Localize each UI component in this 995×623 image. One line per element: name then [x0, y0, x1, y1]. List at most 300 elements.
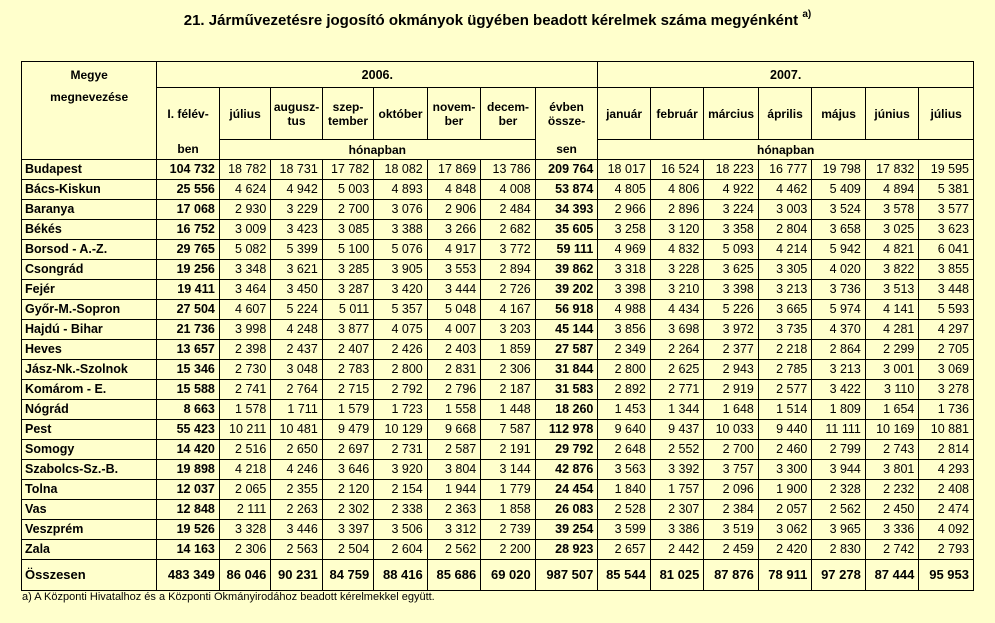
month-2007-value: 16 524	[650, 160, 704, 180]
month-2007-value: 5 974	[812, 300, 866, 320]
annual-header-line1: évben	[549, 99, 584, 114]
month-2007-value: 3 856	[598, 320, 650, 340]
month-2007-value: 4 214	[758, 240, 812, 260]
month-2007-value: 3 336	[865, 520, 919, 540]
month-2006-value: 2 764	[271, 380, 322, 400]
month-2007-value: 3 386	[650, 520, 704, 540]
total-row	[22, 560, 974, 591]
month-2007-value: 4 832	[650, 240, 704, 260]
annual-value: 31 583	[535, 380, 598, 400]
h1-value: 19 898	[157, 460, 220, 480]
month-2006-value: 2 111	[219, 500, 270, 520]
month-2007-value: 17 832	[865, 160, 919, 180]
table-row	[22, 420, 974, 440]
month-2007-value: 1 809	[812, 400, 866, 420]
month-2006-value: 2 792	[374, 380, 428, 400]
annual-value: 35 605	[535, 220, 598, 240]
month-2006-value: 3 203	[481, 320, 536, 340]
month-2006-value: 9 668	[427, 420, 481, 440]
month-2007-value: 2 830	[812, 540, 866, 560]
month-2006-value: 13 786	[481, 160, 536, 180]
month-2007-value: 2 943	[704, 360, 759, 380]
month-2007-value: 3 062	[758, 520, 812, 540]
month-2007-value: 2 408	[919, 480, 974, 500]
month-2007-value: 3 120	[650, 220, 704, 240]
month-2007-value: 78 911	[758, 560, 812, 591]
month-2006-value: 2 783	[322, 360, 373, 380]
month-2007-value: 9 440	[758, 420, 812, 440]
month-2006-value: 17 869	[427, 160, 481, 180]
year-2007-header: 2007.	[598, 62, 974, 88]
county-name: Fejér	[22, 280, 157, 300]
month-2006-value: 2 562	[427, 540, 481, 560]
data-table	[21, 61, 974, 591]
month-2006-value: 2 154	[374, 480, 428, 500]
month-2007-value: 1 840	[598, 480, 650, 500]
month-2006-value: 3 076	[374, 200, 428, 220]
month-header-2007: február	[650, 88, 704, 140]
month-2007-value: 2 864	[812, 340, 866, 360]
table-row	[22, 180, 974, 200]
month-2007-value: 2 384	[704, 500, 759, 520]
month-2006-value: 2 302	[322, 500, 373, 520]
h1-value: 14 163	[157, 540, 220, 560]
month-2006-value: 18 782	[219, 160, 270, 180]
county-name: Somogy	[22, 440, 157, 460]
month-2007-value: 4 969	[598, 240, 650, 260]
month-header-line: tember	[328, 113, 369, 128]
month-2007-value: 81 025	[650, 560, 704, 591]
month-2006-value: 3 450	[271, 280, 322, 300]
h1-value: 19 526	[157, 520, 220, 540]
month-2007-value: 3 258	[598, 220, 650, 240]
month-2006-value: 88 416	[374, 560, 428, 591]
month-2006-value: 5 076	[374, 240, 428, 260]
month-2007-value: 1 900	[758, 480, 812, 500]
month-2006-value: 3 048	[271, 360, 322, 380]
month-2007-value: 3 822	[865, 260, 919, 280]
month-2007-value: 3 513	[865, 280, 919, 300]
month-header-2006	[481, 88, 536, 140]
county-name: Baranya	[22, 200, 157, 220]
month-2007-value: 3 757	[704, 460, 759, 480]
month-2007-value: 4 370	[812, 320, 866, 340]
month-2006-value: 2 796	[427, 380, 481, 400]
month-header-line: ber	[444, 113, 464, 128]
county-name: Heves	[22, 340, 157, 360]
month-2006-value: 5 048	[427, 300, 481, 320]
month-2007-value: 2 800	[598, 360, 650, 380]
table-body	[22, 160, 974, 591]
month-2006-value: 1 723	[374, 400, 428, 420]
month-2007-value: 2 232	[865, 480, 919, 500]
annual-value: 24 454	[535, 480, 598, 500]
year-2006-header: 2006.	[157, 62, 598, 88]
month-2006-value: 3 287	[322, 280, 373, 300]
month-2006-value: 1 859	[481, 340, 536, 360]
h1-value: 27 504	[157, 300, 220, 320]
month-2007-value: 3 300	[758, 460, 812, 480]
month-header-2007: június	[865, 88, 919, 140]
table-row	[22, 260, 974, 280]
month-2006-value: 3 905	[374, 260, 428, 280]
month-2007-value: 1 654	[865, 400, 919, 420]
month-2007-value: 3 658	[812, 220, 866, 240]
month-header-line: tus	[287, 113, 306, 128]
month-2006-value: 3 285	[322, 260, 373, 280]
month-2007-value: 3 001	[865, 360, 919, 380]
month-2006-value: 2 484	[481, 200, 536, 220]
month-2006-value: 5 003	[322, 180, 373, 200]
month-2007-value: 19 595	[919, 160, 974, 180]
month-2006-value: 4 075	[374, 320, 428, 340]
month-2007-value: 2 896	[650, 200, 704, 220]
month-2007-value: 1 514	[758, 400, 812, 420]
month-2007-value: 9 640	[598, 420, 650, 440]
month-2007-value: 2 420	[758, 540, 812, 560]
month-2007-value: 2 459	[704, 540, 759, 560]
month-2007-value: 3 422	[812, 380, 866, 400]
month-2006-value: 3 423	[271, 220, 322, 240]
annual-value: 39 862	[535, 260, 598, 280]
month-2007-value: 2 552	[650, 440, 704, 460]
table-row	[22, 460, 974, 480]
month-2006-value: 2 831	[427, 360, 481, 380]
month-2006-value: 4 893	[374, 180, 428, 200]
month-2006-value: 1 779	[481, 480, 536, 500]
month-2007-value: 3 305	[758, 260, 812, 280]
annual-value: 28 923	[535, 540, 598, 560]
month-2006-value: 3 553	[427, 260, 481, 280]
table-row	[22, 280, 974, 300]
month-2006-value: 18 082	[374, 160, 428, 180]
month-2007-value: 3 448	[919, 280, 974, 300]
month-2007-value: 16 777	[758, 160, 812, 180]
month-2006-value: 4 218	[219, 460, 270, 480]
month-2007-value: 87 876	[704, 560, 759, 591]
month-2006-value: 2 363	[427, 500, 481, 520]
county-header-line2: megnevezése	[50, 89, 129, 104]
month-header-2006	[271, 88, 322, 140]
month-2006-value: 3 328	[219, 520, 270, 540]
month-2007-value: 2 657	[598, 540, 650, 560]
month-2006-value: 7 587	[481, 420, 536, 440]
month-2006-value: 3 446	[271, 520, 322, 540]
month-2007-value: 3 801	[865, 460, 919, 480]
month-2007-value: 3 736	[812, 280, 866, 300]
month-2007-value: 4 020	[812, 260, 866, 280]
table-row	[22, 200, 974, 220]
month-2007-value: 2 057	[758, 500, 812, 520]
county-name: Győr-M.-Sopron	[22, 300, 157, 320]
month-2006-value: 1 711	[271, 400, 322, 420]
month-2007-value: 95 953	[919, 560, 974, 591]
h1-header-cont: ben	[157, 140, 220, 160]
month-2007-value: 1 648	[704, 400, 759, 420]
month-2006-value: 3 312	[427, 520, 481, 540]
month-2007-value: 3 524	[812, 200, 866, 220]
county-header-cell-3	[22, 140, 157, 160]
month-2006-value: 10 481	[271, 420, 322, 440]
month-2007-value: 4 821	[865, 240, 919, 260]
month-2007-value: 2 377	[704, 340, 759, 360]
month-2006-value: 1 558	[427, 400, 481, 420]
month-2006-value: 4 917	[427, 240, 481, 260]
month-2006-value: 2 700	[322, 200, 373, 220]
annual-value: 26 083	[535, 500, 598, 520]
table-row	[22, 360, 974, 380]
h1-value: 8 663	[157, 400, 220, 420]
h1-value: 21 736	[157, 320, 220, 340]
month-2007-value: 11 111	[812, 420, 866, 440]
h1-value: 12 037	[157, 480, 220, 500]
month-2007-value: 18 017	[598, 160, 650, 180]
month-2006-value: 2 306	[481, 360, 536, 380]
month-2006-value: 4 624	[219, 180, 270, 200]
month-2006-value: 3 621	[271, 260, 322, 280]
month-2007-value: 1 453	[598, 400, 650, 420]
month-2006-value: 2 906	[427, 200, 481, 220]
month-2006-value: 10 211	[219, 420, 270, 440]
month-header-2006	[427, 88, 481, 140]
month-2006-value: 2 650	[271, 440, 322, 460]
month-2007-value: 5 409	[812, 180, 866, 200]
county-name: Vas	[22, 500, 157, 520]
month-2006-value: 3 229	[271, 200, 322, 220]
month-2006-value: 2 065	[219, 480, 270, 500]
month-2007-value: 3 698	[650, 320, 704, 340]
h1-value: 12 848	[157, 500, 220, 520]
month-2007-value: 2 264	[650, 340, 704, 360]
month-2007-value: 1 736	[919, 400, 974, 420]
month-2007-value: 2 648	[598, 440, 650, 460]
month-2007-value: 4 092	[919, 520, 974, 540]
month-2006-value: 2 403	[427, 340, 481, 360]
month-2006-value: 4 007	[427, 320, 481, 340]
month-2007-value: 3 398	[598, 280, 650, 300]
month-2006-value: 4 607	[219, 300, 270, 320]
annual-value: 39 254	[535, 520, 598, 540]
annual-value: 112 978	[535, 420, 598, 440]
h1-value: 104 732	[157, 160, 220, 180]
table-row	[22, 480, 974, 500]
table-row	[22, 220, 974, 240]
month-2006-value: 5 399	[271, 240, 322, 260]
annual-header-line2: össze-	[547, 113, 586, 128]
county-name: Tolna	[22, 480, 157, 500]
month-2007-value: 2 307	[650, 500, 704, 520]
month-2007-value: 2 799	[812, 440, 866, 460]
month-2007-value: 4 434	[650, 300, 704, 320]
month-2006-value: 1 944	[427, 480, 481, 500]
h1-value: 17 068	[157, 200, 220, 220]
month-2006-value: 2 739	[481, 520, 536, 540]
county-name: Borsod - A.-Z.	[22, 240, 157, 260]
month-header-line: ber	[498, 113, 518, 128]
annual-value: 42 876	[535, 460, 598, 480]
month-2007-value: 3 358	[704, 220, 759, 240]
month-2007-value: 3 025	[865, 220, 919, 240]
annual-value: 59 111	[535, 240, 598, 260]
month-header-line: július	[229, 106, 261, 121]
month-2007-value: 3 625	[704, 260, 759, 280]
month-2006-value: 3 348	[219, 260, 270, 280]
month-2006-value: 2 306	[219, 540, 270, 560]
h1-value: 14 420	[157, 440, 220, 460]
month-2006-value: 3 877	[322, 320, 373, 340]
month-2007-value: 3 577	[919, 200, 974, 220]
month-2007-value: 3 069	[919, 360, 974, 380]
month-2006-value: 1 579	[322, 400, 373, 420]
month-2006-value: 18 731	[271, 160, 322, 180]
month-2007-value: 5 593	[919, 300, 974, 320]
month-2006-value: 84 759	[322, 560, 373, 591]
table-row	[22, 500, 974, 520]
month-2007-value: 18 223	[704, 160, 759, 180]
month-2006-value: 2 263	[271, 500, 322, 520]
month-2006-value: 2 682	[481, 220, 536, 240]
month-2006-value: 2 604	[374, 540, 428, 560]
month-2007-value: 4 806	[650, 180, 704, 200]
month-2006-value: 3 506	[374, 520, 428, 540]
month-2007-value: 2 743	[865, 440, 919, 460]
month-2006-value: 5 357	[374, 300, 428, 320]
month-2007-value: 3 224	[704, 200, 759, 220]
month-2007-value: 5 942	[812, 240, 866, 260]
month-2007-value: 2 349	[598, 340, 650, 360]
month-header-2006	[219, 88, 270, 140]
month-2007-value: 4 281	[865, 320, 919, 340]
month-2006-value: 2 563	[271, 540, 322, 560]
month-2007-value: 3 944	[812, 460, 866, 480]
month-2007-value: 2 700	[704, 440, 759, 460]
month-2006-value: 4 008	[481, 180, 536, 200]
month-header-line: decem-	[486, 99, 530, 114]
month-2006-value: 3 464	[219, 280, 270, 300]
annual-value: 39 202	[535, 280, 598, 300]
month-2006-value: 3 266	[427, 220, 481, 240]
footnote: a) A Központi Hivatalhoz és a Központi Okmányirodához beadott kérelmekkel együtt.	[22, 591, 435, 603]
month-2006-value: 17 782	[322, 160, 373, 180]
county-header-line1: Megye	[70, 67, 108, 82]
month-2007-value: 2 804	[758, 220, 812, 240]
month-2007-value: 10 169	[865, 420, 919, 440]
monthly-2007-label: hónapban	[598, 140, 974, 160]
month-2007-value: 2 299	[865, 340, 919, 360]
month-2007-value: 2 966	[598, 200, 650, 220]
month-2006-value: 2 726	[481, 280, 536, 300]
annual-value: 18 260	[535, 400, 598, 420]
month-2007-value: 4 894	[865, 180, 919, 200]
month-2007-value: 10 033	[704, 420, 759, 440]
month-2006-value: 4 167	[481, 300, 536, 320]
county-header-cell	[22, 62, 157, 88]
month-2007-value: 3 519	[704, 520, 759, 540]
annual-value: 987 507	[535, 560, 598, 591]
month-2007-value: 5 226	[704, 300, 759, 320]
month-header-2007: március	[704, 88, 759, 140]
month-2006-value: 2 398	[219, 340, 270, 360]
month-2006-value: 10 129	[374, 420, 428, 440]
county-name: Komárom - E.	[22, 380, 157, 400]
county-name: Pest	[22, 420, 157, 440]
month-2007-value: 3 398	[704, 280, 759, 300]
month-2007-value: 3 578	[865, 200, 919, 220]
month-2006-value: 2 930	[219, 200, 270, 220]
annual-header-cont: sen	[535, 140, 598, 160]
month-2006-value: 2 800	[374, 360, 428, 380]
h1-value: 13 657	[157, 340, 220, 360]
month-2007-value: 2 793	[919, 540, 974, 560]
month-header-2006	[322, 88, 373, 140]
month-2006-value: 3 420	[374, 280, 428, 300]
month-2007-value: 2 442	[650, 540, 704, 560]
month-2007-value: 2 892	[598, 380, 650, 400]
month-2007-value: 87 444	[865, 560, 919, 591]
month-2007-value: 3 110	[865, 380, 919, 400]
month-2007-value: 3 003	[758, 200, 812, 220]
month-2007-value: 2 919	[704, 380, 759, 400]
month-2006-value: 2 697	[322, 440, 373, 460]
month-2007-value: 2 771	[650, 380, 704, 400]
month-2006-value: 4 848	[427, 180, 481, 200]
month-2007-value: 5 093	[704, 240, 759, 260]
county-name: Összesen	[22, 560, 157, 591]
month-2007-value: 4 297	[919, 320, 974, 340]
month-2006-value: 1 448	[481, 400, 536, 420]
county-name: Jász-Nk.-Szolnok	[22, 360, 157, 380]
month-2007-value: 2 474	[919, 500, 974, 520]
month-2007-value: 3 623	[919, 220, 974, 240]
month-2007-value: 85 544	[598, 560, 650, 591]
month-2007-value: 4 922	[704, 180, 759, 200]
month-2007-value: 2 814	[919, 440, 974, 460]
month-2007-value: 3 855	[919, 260, 974, 280]
month-2006-value: 4 942	[271, 180, 322, 200]
month-2006-value: 5 224	[271, 300, 322, 320]
month-2006-value: 9 479	[322, 420, 373, 440]
county-name: Bács-Kiskun	[22, 180, 157, 200]
month-2007-value: 4 805	[598, 180, 650, 200]
month-2007-value: 3 563	[598, 460, 650, 480]
month-2006-value: 2 504	[322, 540, 373, 560]
table-row	[22, 380, 974, 400]
month-2006-value: 2 587	[427, 440, 481, 460]
month-header-line: augusz-	[273, 99, 320, 114]
month-2007-value: 3 735	[758, 320, 812, 340]
month-2007-value: 4 293	[919, 460, 974, 480]
month-2006-value: 2 120	[322, 480, 373, 500]
month-2007-value: 3 213	[758, 280, 812, 300]
month-header-2007: július	[919, 88, 974, 140]
annual-value: 29 792	[535, 440, 598, 460]
month-header-line: novem-	[432, 99, 476, 114]
county-header-cell-2	[22, 88, 157, 140]
month-2006-value: 2 730	[219, 360, 270, 380]
month-2007-value: 97 278	[812, 560, 866, 591]
county-name: Budapest	[22, 160, 157, 180]
h1-value: 483 349	[157, 560, 220, 591]
table-row	[22, 160, 974, 180]
annual-value: 31 844	[535, 360, 598, 380]
month-2006-value: 3 444	[427, 280, 481, 300]
month-2007-value: 6 041	[919, 240, 974, 260]
table-row	[22, 400, 974, 420]
month-2006-value: 2 187	[481, 380, 536, 400]
annual-value: 53 874	[535, 180, 598, 200]
month-2006-value: 3 397	[322, 520, 373, 540]
month-header-line: szep-	[332, 99, 364, 114]
